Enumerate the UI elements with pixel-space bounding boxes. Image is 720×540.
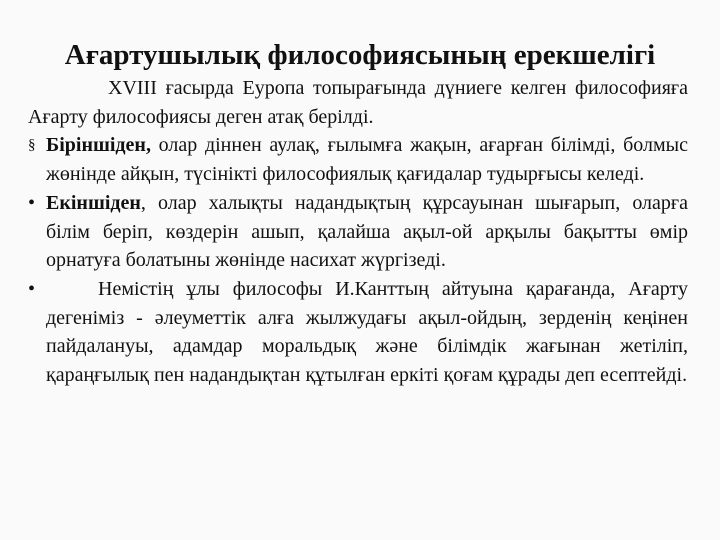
item-text: олар діннен аулақ, ғылымға жақын, ағарған білімді, болмыс жөнінде айқын, түсінікті философиялық қағидалар тудырғысы келеді.	[46, 134, 688, 186]
section-sign-bullet: §	[28, 137, 36, 154]
list-item-third	[28, 275, 688, 390]
item-lead: Біріншіден,	[46, 134, 151, 157]
list-item-first	[28, 131, 688, 188]
bullet-dot: •	[28, 191, 36, 214]
list-item-second	[28, 189, 688, 275]
item-text: Немістің ұлы философы И.Канттың айтуына қарағанда, Ағарту дегеніміз - әлеуметтік алға жылжудағы ақыл-ойдың, зерденің кеңінен пайдалануы, адамдар моральдық және білімдік жағынан жетіліп, қараңғылық пен надандықтан құтылған еркіті қоғам құрады деп есептейді.	[46, 277, 688, 387]
bullet-dot: •	[28, 277, 36, 300]
item-lead: Екіншіден	[46, 191, 141, 214]
intro-paragraph: XVIII ғасырда Еуропа топырағында дүниеге келген философияға Ағарту философиясы деген атақ берілді.	[28, 77, 688, 128]
item-text: , олар халықты надандықтың құрсауынан шығарып, оларға білім беріп, көздерін ашып, қалайша ақыл-ой арқылы бақытты өмір орнатуға болатыны жөнінде насихат жүргізеді.	[46, 191, 688, 272]
slide-body	[28, 74, 688, 390]
slide-title: Ағартушылық философиясының ерекшелігі	[64, 39, 656, 71]
